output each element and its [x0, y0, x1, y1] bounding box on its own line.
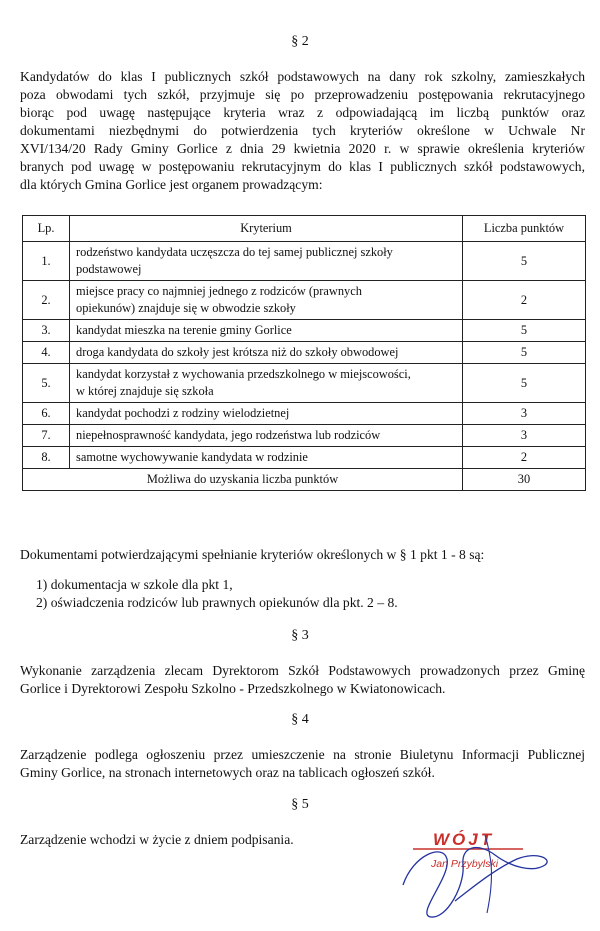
intro-line: XVI/134/20 Rady Gminy Gorlice z dnia 29 kwietnia 2020 r. w sprawie określenia kryteriów [20, 141, 585, 156]
row-points: 5 [463, 342, 586, 364]
signature-stamp [395, 815, 565, 925]
section-3-heading: § 3 [291, 628, 309, 643]
criterion-line: opiekunów) znajduje się w obwodzie szkoły [76, 301, 296, 315]
criterion-line: miejsce pracy co najmniej jednego z rodziców (prawnych [76, 284, 362, 298]
section-4-line: Gminy Gorlice, na stronach internetowych oraz na tablicach ogłoszeń szkół. [20, 765, 435, 780]
table-header-row [23, 216, 586, 242]
criterion-line: samotne wychowywanie kandydata w rodzinie [76, 450, 308, 464]
row-lp: 8. [23, 447, 70, 469]
row-lp: 5. [23, 364, 70, 403]
table-row [23, 342, 586, 364]
row-criterion [70, 447, 463, 469]
header-lp: Lp. [23, 216, 70, 242]
table-row [23, 320, 586, 342]
criterion-line: podstawowej [76, 262, 142, 276]
section-5-heading: § 5 [291, 797, 309, 812]
row-points: 2 [463, 447, 586, 469]
table-row [23, 425, 586, 447]
documents-list [36, 576, 398, 612]
header-criterion: Kryterium [70, 216, 463, 242]
intro-line: dla których Gmina Gorlice jest organem prowadzącym: [20, 177, 323, 192]
list-item: 1) dokumentacja w szkole dla pkt 1, [36, 577, 233, 592]
criterion-line: niepełnosprawność kandydata, jego rodzeństwa lub rodziców [76, 428, 381, 442]
intro-line: biorąc pod uwagę następujące kryteria wraz z odpowiadającą im liczbą punktów oraz [20, 105, 585, 120]
row-lp: 2. [23, 281, 70, 320]
section-3-line: Wykonanie zarządzenia zlecam Dyrektorom Szkół Podstawowych prowadzonych przez Gminę [20, 663, 585, 678]
table-row [23, 242, 586, 281]
intro-line: Kandydatów do klas I publicznych szkół podstawowych na dany rok szkolny, zamieszkałych [20, 69, 585, 84]
criterion-line: droga kandydata do szkoły jest krótsza niż do szkoły obwodowej [76, 345, 399, 359]
section-4-heading: § 4 [291, 712, 309, 727]
table-row [23, 364, 586, 403]
row-lp: 3. [23, 320, 70, 342]
section-5-paragraph: Zarządzenie wchodzi w życie z dniem podpisania. [20, 832, 294, 847]
row-criterion [70, 403, 463, 425]
row-points: 3 [463, 403, 586, 425]
table-total-row [23, 469, 586, 491]
row-lp: 6. [23, 403, 70, 425]
section-3-paragraph [20, 662, 585, 698]
row-criterion [70, 320, 463, 342]
row-criterion [70, 425, 463, 447]
criterion-line: rodzeństwo kandydata uczęszcza do tej samej publicznej szkoły [76, 245, 393, 259]
criterion-line: kandydat mieszka na terenie gminy Gorlice [76, 323, 292, 337]
row-criterion [70, 342, 463, 364]
list-item: 2) oświadczenia rodziców lub prawnych opiekunów dla pkt. 2 – 8. [36, 595, 398, 610]
row-lp: 7. [23, 425, 70, 447]
row-points: 5 [463, 364, 586, 403]
criterion-line: w której znajduje się szkoła [76, 384, 214, 398]
row-criterion [70, 242, 463, 281]
criterion-line: kandydat korzystał z wychowania przedszkolnego w miejscowości, [76, 367, 411, 381]
row-criterion [70, 281, 463, 320]
section-2-heading: § 2 [291, 34, 309, 49]
criteria-table [22, 215, 586, 491]
row-points: 2 [463, 281, 586, 320]
row-points: 3 [463, 425, 586, 447]
row-points: 5 [463, 242, 586, 281]
intro-line: dokumentami niezbędnymi do potwierdzenia tych kryteriów określone w Uchwale Nr [20, 123, 585, 138]
total-label: Możliwa do uzyskania liczba punktów [23, 469, 463, 491]
intro-paragraph [20, 68, 585, 194]
criterion-line: kandydat pochodzi z rodziny wielodzietnej [76, 406, 290, 420]
intro-line: branych pod uwagę w postępowaniu rekrutacyjnym do klas I publicznych szkół podstawowych, [20, 159, 585, 174]
row-lp: 4. [23, 342, 70, 364]
stamp-title: WÓJT [433, 830, 495, 849]
row-lp: 1. [23, 242, 70, 281]
section-3-line: Gorlice i Dyrektorowi Zespołu Szkolno - Przedszkolnego w Kwiatonowicach. [20, 681, 446, 696]
table-row [23, 447, 586, 469]
section-4-paragraph [20, 746, 585, 782]
total-value: 30 [463, 469, 586, 491]
section-4-line: Zarządzenie podlega ogłoszeniu przez umieszczenie na stronie Biuletynu Informacji Publicznej [20, 747, 585, 762]
table-row [23, 281, 586, 320]
row-points: 5 [463, 320, 586, 342]
intro-line: poza obwodami tych szkół, przyjmuje się po przeprowadzeniu postępowania rekrutacyjnego [20, 87, 585, 102]
documents-intro: Dokumentami potwierdzającymi spełnianie kryteriów określonych w § 1 pkt 1 - 8 są: [20, 547, 485, 562]
header-points: Liczba punktów [463, 216, 586, 242]
table-row [23, 403, 586, 425]
row-criterion [70, 364, 463, 403]
stamp-name: Jan Przybylski [431, 858, 499, 870]
